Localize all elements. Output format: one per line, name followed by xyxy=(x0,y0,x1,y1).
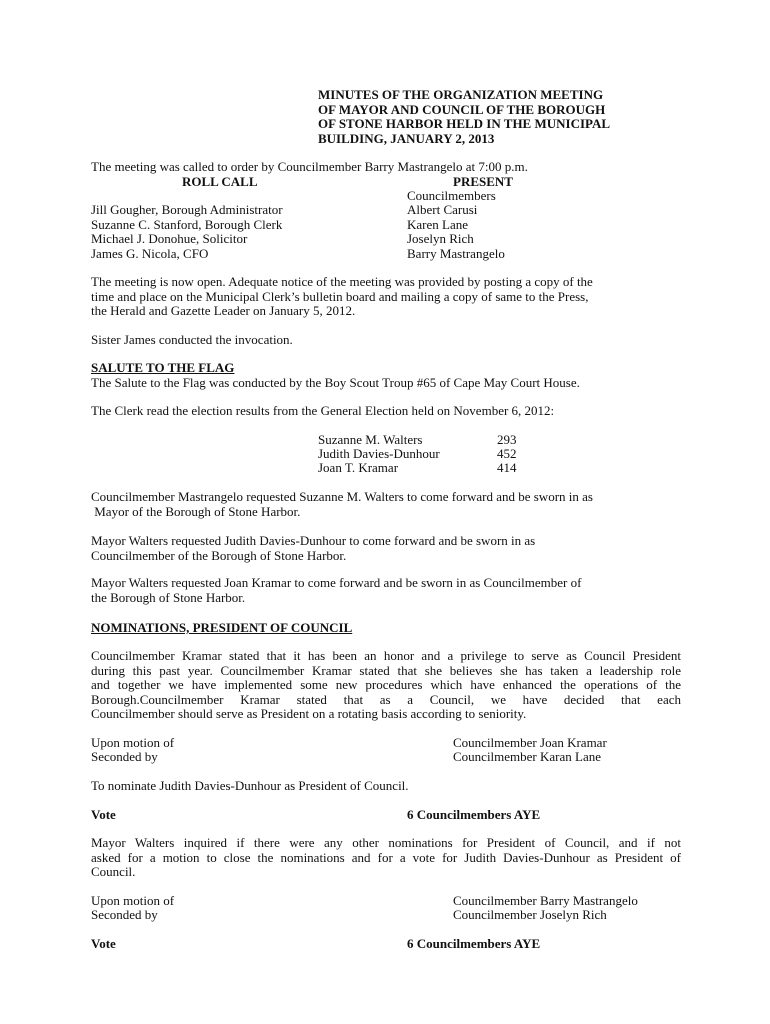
paragraph-line: time and place on the Municipal Clerk’s bulletin board and mailing a copy of same to the Press, xyxy=(91,288,589,304)
upon-motion-label: Upon motion of xyxy=(91,893,175,908)
paragraph-line: Borough.Councilmember Kramar stated that as a Council, we have decided that each xyxy=(91,691,681,707)
upon-motion-value: Councilmember Joan Kramar xyxy=(453,735,607,750)
nominations-heading: NOMINATIONS, PRESIDENT OF COUNCIL xyxy=(91,620,353,635)
sworn-kramar-paragraph xyxy=(91,576,681,605)
staff-item: Suzanne C. Stanford, Borough Clerk xyxy=(91,217,283,232)
vote-result: 6 Councilmembers AYE xyxy=(407,807,541,822)
seconded-label: Seconded by xyxy=(91,749,158,764)
salute-heading: SALUTE TO THE FLAG xyxy=(91,360,235,375)
paragraph-line: The meeting is now open. Adequate notice of the meeting was provided by posting a copy of the xyxy=(91,274,593,289)
paragraph-line: the Borough of Stone Harbor. xyxy=(91,589,246,605)
upon-motion-label: Upon motion of xyxy=(91,735,175,750)
paragraph-line: asked for a motion to close the nominations and for a vote for Judith Davies-Dunhour as President of xyxy=(91,849,681,865)
call-to-order: The meeting was called to order by Councilmember Barry Mastrangelo at 7:00 p.m. xyxy=(91,159,528,174)
vote-result: 6 Councilmembers AYE xyxy=(407,936,541,951)
staff-item: Michael J. Donohue, Solicitor xyxy=(91,231,248,246)
present-item: Councilmembers xyxy=(407,188,496,203)
candidate-votes: 452 xyxy=(497,446,517,461)
paragraph-line: Councilmember of the Borough of Stone Harbor. xyxy=(91,547,347,563)
paragraph-line: during this past year. Councilmember Kramar stated that she believes she has taken a leadership role xyxy=(91,662,681,678)
present-item: Karen Lane xyxy=(407,217,468,232)
salute-text: The Salute to the Flag was conducted by the Boy Scout Troup #65 of Cape May Court House. xyxy=(91,375,580,390)
present-item: Joselyn Rich xyxy=(407,231,474,246)
paragraph-line: Councilmember should serve as President on a rotating basis according to seniority. xyxy=(91,706,527,721)
paragraph-line: Mayor Walters requested Joan Kramar to come forward and be sworn in as Councilmember of xyxy=(91,575,582,590)
present-heading: PRESENT xyxy=(453,174,513,189)
sworn-walters-paragraph xyxy=(91,490,681,519)
minutes-title xyxy=(318,88,610,146)
upon-motion-value: Councilmember Barry Mastrangelo xyxy=(453,893,638,908)
title-line: MINUTES OF THE ORGANIZATION MEETING xyxy=(318,87,604,102)
invocation-text: Sister James conducted the invocation. xyxy=(91,332,293,347)
paragraph-line: and together we have implemented some new procedures which have enhanced the operations of the xyxy=(91,677,681,692)
staff-item: James G. Nicola, CFO xyxy=(91,246,209,261)
candidate-name: Joan T. Kramar xyxy=(318,460,399,475)
paragraph-line: Mayor Walters requested Judith Davies-Dunhour to come forward and be sworn in as xyxy=(91,533,536,548)
paragraph-line: the Herald and Gazette Leader on January 5, 2012. xyxy=(91,303,356,318)
title-line: OF STONE HARBOR HELD IN THE MUNICIPAL xyxy=(318,116,611,131)
title-line: BUILDING, JANUARY 2, 2013 xyxy=(318,130,495,146)
seconded-value: Councilmember Joselyn Rich xyxy=(453,907,607,922)
paragraph-line: Mayor Walters inquired if there were any other nominations for President of Council, and if not xyxy=(91,835,681,850)
paragraph-line: Councilmember Kramar stated that it has been an honor and a privilege to serve as Council President xyxy=(91,648,681,663)
candidate-votes: 293 xyxy=(497,432,517,447)
paragraph-line: Councilmember Mastrangelo requested Suzanne M. Walters to come forward and be sworn in as xyxy=(91,489,593,504)
kramar-statement-paragraph xyxy=(91,649,681,722)
title-line: OF MAYOR AND COUNCIL OF THE BOROUGH xyxy=(318,101,606,117)
inquiry-paragraph xyxy=(91,836,681,880)
sworn-davies-paragraph xyxy=(91,534,681,563)
vote-label: Vote xyxy=(91,807,116,822)
candidate-votes: 414 xyxy=(497,460,517,475)
election-intro: The Clerk read the election results from the General Election held on November 6, 2012: xyxy=(91,403,555,418)
open-notice-paragraph xyxy=(91,275,681,319)
paragraph-line: Council. xyxy=(91,864,136,879)
present-item: Barry Mastrangelo xyxy=(407,246,505,261)
roll-call-heading: ROLL CALL xyxy=(182,174,258,189)
seconded-value: Councilmember Karan Lane xyxy=(453,749,601,764)
paragraph-line: Mayor of the Borough of Stone Harbor. xyxy=(91,503,301,519)
staff-item: Jill Gougher, Borough Administrator xyxy=(91,202,283,217)
candidate-name: Judith Davies-Dunhour xyxy=(318,446,440,461)
nominate-text: To nominate Judith Davies-Dunhour as President of Council. xyxy=(91,778,409,793)
seconded-label: Seconded by xyxy=(91,907,158,922)
present-item: Albert Carusi xyxy=(407,202,478,217)
vote-label: Vote xyxy=(91,936,116,951)
candidate-name: Suzanne M. Walters xyxy=(318,432,423,447)
